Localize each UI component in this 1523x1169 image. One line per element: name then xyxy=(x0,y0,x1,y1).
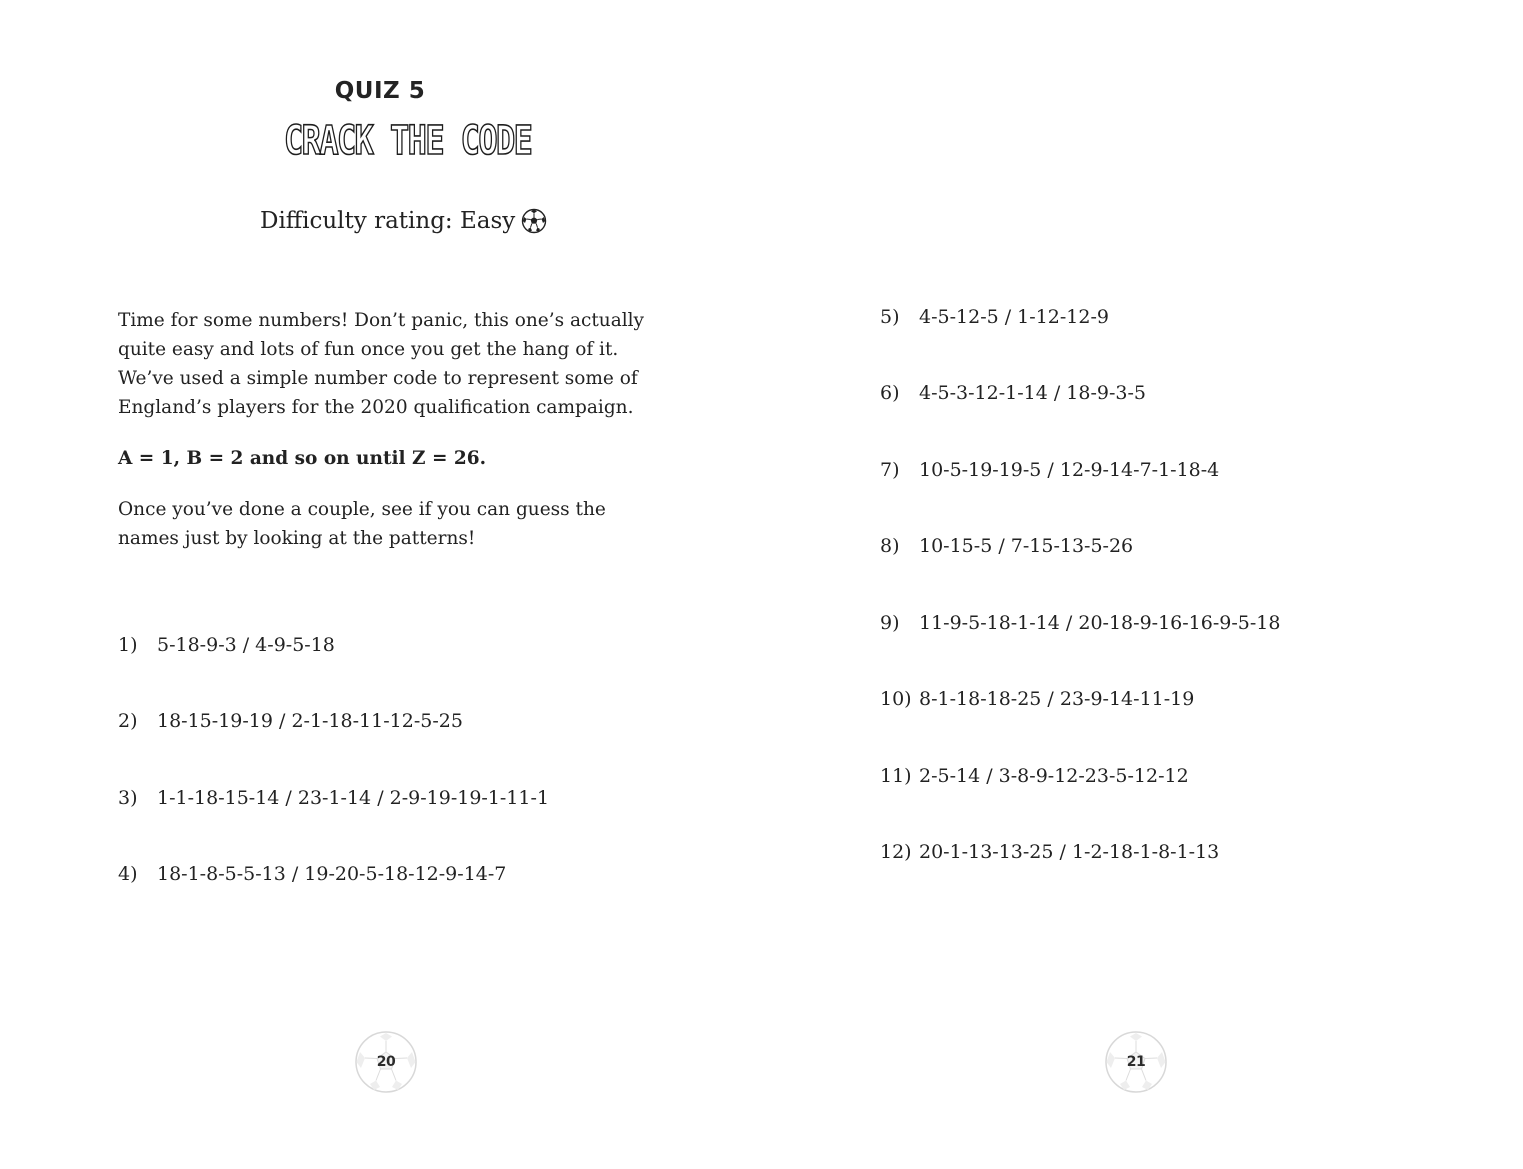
question-code: 1-1-18-15-14 / 23-1-14 / 2-9-19-19-1-11-1 xyxy=(157,787,550,809)
question-number: 10) xyxy=(880,688,912,710)
question-code: 18-1-8-5-5-13 / 19-20-5-18-12-9-14-7 xyxy=(157,863,507,885)
question-code: 10-5-19-19-5 / 12-9-14-7-1-18-4 xyxy=(919,459,1220,481)
question-code: 20-1-13-13-25 / 1-2-18-1-8-1-13 xyxy=(919,841,1220,863)
question-code: 11-9-5-18-1-14 / 20-18-9-16-16-9-5-18 xyxy=(919,612,1281,634)
question-number: 2) xyxy=(118,710,138,732)
question-item xyxy=(118,863,506,885)
question-number: 3) xyxy=(118,787,138,809)
question-item xyxy=(118,710,463,732)
intro-paragraph: Time for some numbers! Don’t panic, this one’s actually quite easy and lots of fun once you get the hang of it. We’ve used a simple number code to represent some of England’s players for the 2020 qualification campaign. xyxy=(118,310,645,418)
question-code: 4-5-12-5 / 1-12-12-9 xyxy=(919,306,1109,328)
question-number: 6) xyxy=(880,382,900,404)
question-number: 12) xyxy=(880,841,912,863)
question-code: 5-18-9-3 / 4-9-5-18 xyxy=(157,634,335,656)
code-rule: A = 1, B = 2 and so on until Z = 26. xyxy=(118,448,487,469)
question-item xyxy=(880,459,1219,481)
question-item xyxy=(880,841,1219,863)
question-code: 8-1-18-18-25 / 23-9-14-11-19 xyxy=(919,688,1195,710)
page-number-badge xyxy=(1104,1030,1168,1094)
question-item xyxy=(880,535,1133,557)
page-number-badge xyxy=(354,1030,418,1094)
question-number: 11) xyxy=(880,765,912,787)
question-number: 7) xyxy=(880,459,900,481)
question-item xyxy=(880,765,1189,787)
question-number: 4) xyxy=(118,863,138,885)
quiz-title: CRACK THE CODE xyxy=(284,118,532,164)
football-icon xyxy=(521,208,547,234)
question-item xyxy=(880,688,1194,710)
difficulty-rating xyxy=(260,208,547,234)
question-code: 18-15-19-19 / 2-1-18-11-12-5-25 xyxy=(157,710,463,732)
question-number: 1) xyxy=(118,634,138,656)
question-item xyxy=(880,612,1280,634)
question-code: 4-5-3-12-1-14 / 18-9-3-5 xyxy=(919,382,1146,404)
question-item xyxy=(880,306,1109,328)
intro-paragraph: Once you’ve done a couple, see if you can guess the names just by looking at the patterns! xyxy=(118,499,606,549)
question-item xyxy=(118,634,335,656)
question-code: 2-5-14 / 3-8-9-12-23-5-12-12 xyxy=(919,765,1189,787)
question-number: 5) xyxy=(880,306,900,328)
question-code: 10-15-5 / 7-15-13-5-26 xyxy=(919,535,1134,557)
intro-text xyxy=(118,306,648,575)
page-number: 20 xyxy=(376,1054,396,1070)
question-number: 9) xyxy=(880,612,900,634)
difficulty-text: Difficulty rating: Easy xyxy=(260,208,516,234)
question-item xyxy=(118,787,549,809)
quiz-number: QUIZ 5 xyxy=(334,78,426,104)
page-number: 21 xyxy=(1126,1054,1146,1070)
question-number: 8) xyxy=(880,535,900,557)
question-item xyxy=(880,382,1146,404)
